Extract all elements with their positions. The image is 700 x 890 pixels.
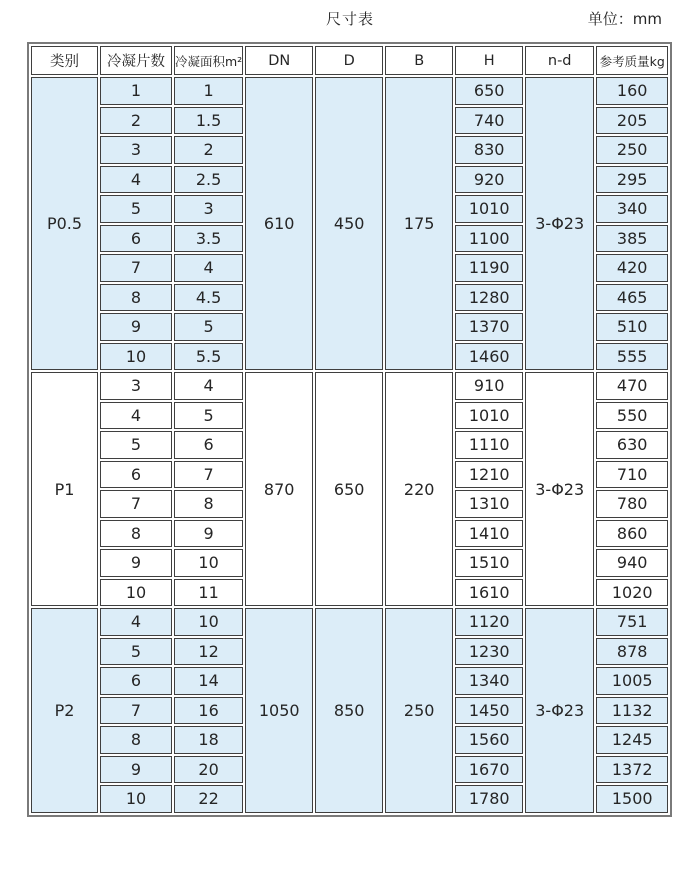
area-cell: 11 [174, 579, 243, 607]
weight-cell: 1132 [596, 697, 668, 725]
pieces-cell: 4 [100, 608, 172, 636]
weight-cell: 710 [596, 461, 668, 489]
h-cell: 1780 [455, 785, 523, 813]
h-cell: 1410 [455, 520, 523, 548]
h-cell: 1450 [455, 697, 523, 725]
weight-cell: 385 [596, 225, 668, 253]
pieces-cell: 7 [100, 254, 172, 282]
pieces-cell: 5 [100, 195, 172, 223]
h-cell: 740 [455, 107, 523, 135]
weight-cell: 878 [596, 638, 668, 666]
area-cell: 4.5 [174, 284, 243, 312]
h-cell: 1110 [455, 431, 523, 459]
pieces-cell: 4 [100, 166, 172, 194]
area-cell: 6 [174, 431, 243, 459]
h-cell: 650 [455, 77, 523, 105]
pieces-cell: 3 [100, 136, 172, 164]
h-cell: 1610 [455, 579, 523, 607]
h-cell: 1010 [455, 195, 523, 223]
b-cell: 175 [385, 77, 453, 370]
area-cell: 1 [174, 77, 243, 105]
area-cell: 3.5 [174, 225, 243, 253]
weight-cell: 250 [596, 136, 668, 164]
table-body [31, 77, 668, 813]
area-cell: 10 [174, 549, 243, 577]
pieces-cell: 10 [100, 343, 172, 371]
pieces-cell: 5 [100, 431, 172, 459]
weight-cell: 555 [596, 343, 668, 371]
col-header-pieces: 冷凝片数 [100, 46, 172, 75]
pieces-cell: 4 [100, 402, 172, 430]
h-cell: 1120 [455, 608, 523, 636]
pieces-cell: 6 [100, 461, 172, 489]
category-cell: P0.5 [31, 77, 98, 370]
pieces-cell: 2 [100, 107, 172, 135]
area-cell: 9 [174, 520, 243, 548]
h-cell: 1670 [455, 756, 523, 784]
unit-label: 单位：mm [587, 10, 662, 28]
pieces-cell: 1 [100, 77, 172, 105]
area-cell: 2 [174, 136, 243, 164]
pieces-cell: 10 [100, 579, 172, 607]
area-cell: 1.5 [174, 107, 243, 135]
pieces-cell: 3 [100, 372, 172, 400]
h-cell: 1190 [455, 254, 523, 282]
area-cell: 7 [174, 461, 243, 489]
page-header [0, 0, 700, 42]
weight-cell: 1372 [596, 756, 668, 784]
h-cell: 1310 [455, 490, 523, 518]
h-cell: 1510 [455, 549, 523, 577]
col-header-weight: 参考质量kg [596, 46, 668, 75]
pieces-cell: 6 [100, 667, 172, 695]
area-cell: 10 [174, 608, 243, 636]
weight-cell: 160 [596, 77, 668, 105]
pieces-cell: 6 [100, 225, 172, 253]
area-cell: 22 [174, 785, 243, 813]
area-cell: 12 [174, 638, 243, 666]
d-cell: 450 [315, 77, 383, 370]
h-cell: 1100 [455, 225, 523, 253]
h-cell: 1210 [455, 461, 523, 489]
area-cell: 18 [174, 726, 243, 754]
area-cell: 4 [174, 372, 243, 400]
area-cell: 5 [174, 402, 243, 430]
weight-cell: 470 [596, 372, 668, 400]
category-cell: P1 [31, 372, 98, 606]
col-header-area: 冷凝面积m² [174, 46, 243, 75]
dn-cell: 1050 [245, 608, 313, 813]
b-cell: 250 [385, 608, 453, 813]
col-header-nd: n-d [525, 46, 594, 75]
col-header-category: 类别 [31, 46, 98, 75]
h-cell: 1370 [455, 313, 523, 341]
d-cell: 650 [315, 372, 383, 606]
area-cell: 8 [174, 490, 243, 518]
area-cell: 4 [174, 254, 243, 282]
table-header-row [31, 46, 668, 75]
weight-cell: 1020 [596, 579, 668, 607]
dimension-table [27, 42, 672, 817]
weight-cell: 465 [596, 284, 668, 312]
pieces-cell: 9 [100, 756, 172, 784]
page-title: 尺寸表 [325, 10, 374, 28]
h-cell: 1280 [455, 284, 523, 312]
pieces-cell: 5 [100, 638, 172, 666]
table-row [31, 608, 668, 636]
area-cell: 2.5 [174, 166, 243, 194]
area-cell: 5.5 [174, 343, 243, 371]
weight-cell: 751 [596, 608, 668, 636]
h-cell: 1230 [455, 638, 523, 666]
h-cell: 830 [455, 136, 523, 164]
nd-cell: 3-Φ23 [525, 608, 594, 813]
pieces-cell: 10 [100, 785, 172, 813]
h-cell: 910 [455, 372, 523, 400]
weight-cell: 420 [596, 254, 668, 282]
weight-cell: 550 [596, 402, 668, 430]
weight-cell: 780 [596, 490, 668, 518]
weight-cell: 205 [596, 107, 668, 135]
category-cell: P2 [31, 608, 98, 813]
weight-cell: 630 [596, 431, 668, 459]
pieces-cell: 7 [100, 490, 172, 518]
area-cell: 5 [174, 313, 243, 341]
pieces-cell: 9 [100, 549, 172, 577]
h-cell: 920 [455, 166, 523, 194]
h-cell: 1460 [455, 343, 523, 371]
weight-cell: 295 [596, 166, 668, 194]
table-row [31, 77, 668, 105]
weight-cell: 510 [596, 313, 668, 341]
col-header-b: B [385, 46, 453, 75]
nd-cell: 3-Φ23 [525, 372, 594, 606]
pieces-cell: 9 [100, 313, 172, 341]
col-header-dn: DN [245, 46, 313, 75]
dn-cell: 610 [245, 77, 313, 370]
weight-cell: 1500 [596, 785, 668, 813]
weight-cell: 340 [596, 195, 668, 223]
pieces-cell: 8 [100, 284, 172, 312]
h-cell: 1560 [455, 726, 523, 754]
col-header-d: D [315, 46, 383, 75]
pieces-cell: 8 [100, 726, 172, 754]
weight-cell: 1245 [596, 726, 668, 754]
d-cell: 850 [315, 608, 383, 813]
area-cell: 20 [174, 756, 243, 784]
area-cell: 14 [174, 667, 243, 695]
nd-cell: 3-Φ23 [525, 77, 594, 370]
area-cell: 3 [174, 195, 243, 223]
b-cell: 220 [385, 372, 453, 606]
weight-cell: 860 [596, 520, 668, 548]
dn-cell: 870 [245, 372, 313, 606]
h-cell: 1340 [455, 667, 523, 695]
weight-cell: 940 [596, 549, 668, 577]
weight-cell: 1005 [596, 667, 668, 695]
area-cell: 16 [174, 697, 243, 725]
pieces-cell: 7 [100, 697, 172, 725]
table-row [31, 372, 668, 400]
col-header-h: H [455, 46, 523, 75]
h-cell: 1010 [455, 402, 523, 430]
pieces-cell: 8 [100, 520, 172, 548]
